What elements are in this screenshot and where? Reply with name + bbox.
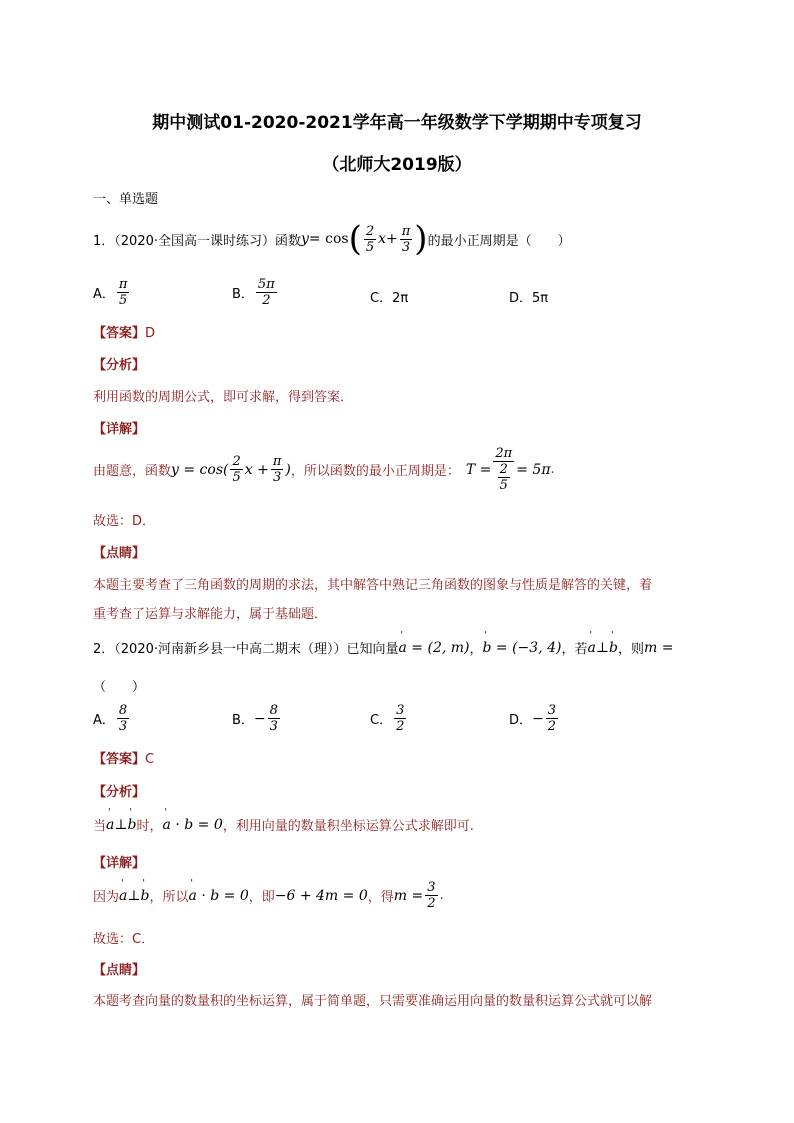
q2-answer-paren: （ ） — [93, 680, 146, 695]
q1-eq: = cos — [308, 231, 349, 247]
q1-review-line1: 本题主要考查了三角函数的周期的求法，其中解答中熟记三角函数的图象与性质是解答的关键，着 — [93, 578, 653, 593]
q1-detail-tag: 【详解】 — [93, 422, 146, 437]
q1-detail-frac-pi-3: $\frac{\pi}{3}$ — [272, 454, 282, 485]
q2-review-line1: 本题考查向量的数量积的坐标运算，属于简单题，只需要准确运用向量的数量积运算公式就可以解 — [93, 994, 653, 1009]
q1-option-d: D．5π — [509, 291, 549, 306]
question-2-stem: 2．（2020·河南新乡县一中高二期末（理））已知向量 ' a = (2, m) ， ' b = (−3, 4) ，若 ' a ⊥ ' b ，则 m = — [93, 638, 673, 657]
q2-option-c: C． $\frac{3}{2}$ — [370, 703, 405, 734]
q2-option-b-fraction: $\frac{8}{3}$ — [269, 703, 278, 734]
q1-detail-frac-2-5: $\frac{2}{5}$ — [232, 454, 241, 485]
q2-detail-tag: 【详解】 — [93, 856, 146, 871]
q1-fraction-2-5: $\frac{2}{5}$ — [365, 223, 375, 255]
document-title: 期中测试01-2020-2021学年高一年级数学下学期期中专项复习 — [152, 113, 642, 133]
question-1-stem — [93, 219, 571, 259]
q1-open-paren: ( — [348, 219, 362, 259]
q1-analysis-tag: 【分析】 — [93, 358, 146, 373]
q1-close-paren: ) — [414, 219, 428, 259]
q2-option-b: B． − $\frac{8}{3}$ — [232, 703, 278, 734]
q1-option-a: A． $\frac{\pi}{5}$ — [93, 277, 128, 308]
q1-prefix: 1．（2020·全国高一课时练习）函数 — [93, 233, 301, 249]
q1-y: y — [301, 231, 309, 247]
q1-review-tag: 【点睛】 — [93, 546, 146, 561]
q2-review-tag: 【点睛】 — [93, 963, 146, 978]
q1-suffix: 的最小正周期是（ ） — [427, 233, 571, 249]
q1-option-a-fraction: $\frac{\pi}{5}$ — [118, 277, 128, 308]
q2-conclusion: 故选：C． — [93, 932, 155, 947]
q2-option-a-fraction: $\frac{8}{3}$ — [118, 703, 128, 734]
q2-analysis: 当 ' a ⊥ ' b 时， ' a · b = 0 ，利用向量的数量积坐标运算公式求解即可. — [93, 815, 474, 834]
q1-option-c: C．2π — [370, 291, 409, 306]
q2-option-d-fraction: $\frac{3}{2}$ — [547, 703, 557, 734]
q1-review-line2: 重考查了运算与求解能力，属于基础题． — [93, 607, 328, 622]
q1-analysis: 利用函数的周期公式，即可求解，得到答案． — [93, 390, 354, 405]
q1-option-b-fraction: $\frac{5\pi}{2}$ — [257, 277, 275, 308]
document-subtitle: （北师大2019版） — [322, 155, 472, 175]
q2-detail: 因为 ' a ⊥ ' b ，所以 ' a · b = 0 ，即 −6 + 4m = 0 ，得 m = $\frac{3}{2}$ . — [93, 880, 444, 911]
q1-x: x — [378, 231, 387, 247]
q2-answer: 【答案】C — [93, 752, 155, 767]
q1-detail: 由题意，函数 y = cos( $\frac{2}{5}$ x + $\frac{\pi}{3}$ ) ，所以函数的最小正周期是： T = 2π 2 5 = 5π . — [93, 446, 555, 493]
q2-analysis-tag: 【分析】 — [93, 785, 146, 800]
q2-option-a: A． $\frac{8}{3}$ — [93, 703, 128, 734]
q1-period-fraction: 2π 2 5 — [495, 446, 513, 493]
q1-answer: 【答案】D — [93, 326, 156, 341]
q2-option-c-fraction: $\frac{3}{2}$ — [396, 703, 405, 734]
q2-vector-a: ' a = (2, m) — [399, 640, 470, 656]
q1-fraction-pi-3: $\frac{\pi}{3}$ — [401, 223, 411, 255]
q1-plus: + — [386, 231, 398, 247]
q2-option-d: D． − $\frac{3}{2}$ — [509, 703, 557, 734]
section-heading: 一、单选题 — [93, 192, 159, 207]
q1-conclusion: 故选：D． — [93, 514, 156, 529]
q2-vector-b: ' b = (−3, 4) — [483, 640, 562, 656]
q1-option-b: B． $\frac{5\pi}{2}$ — [232, 277, 275, 308]
q2-detail-fraction: $\frac{3}{2}$ — [427, 880, 436, 911]
